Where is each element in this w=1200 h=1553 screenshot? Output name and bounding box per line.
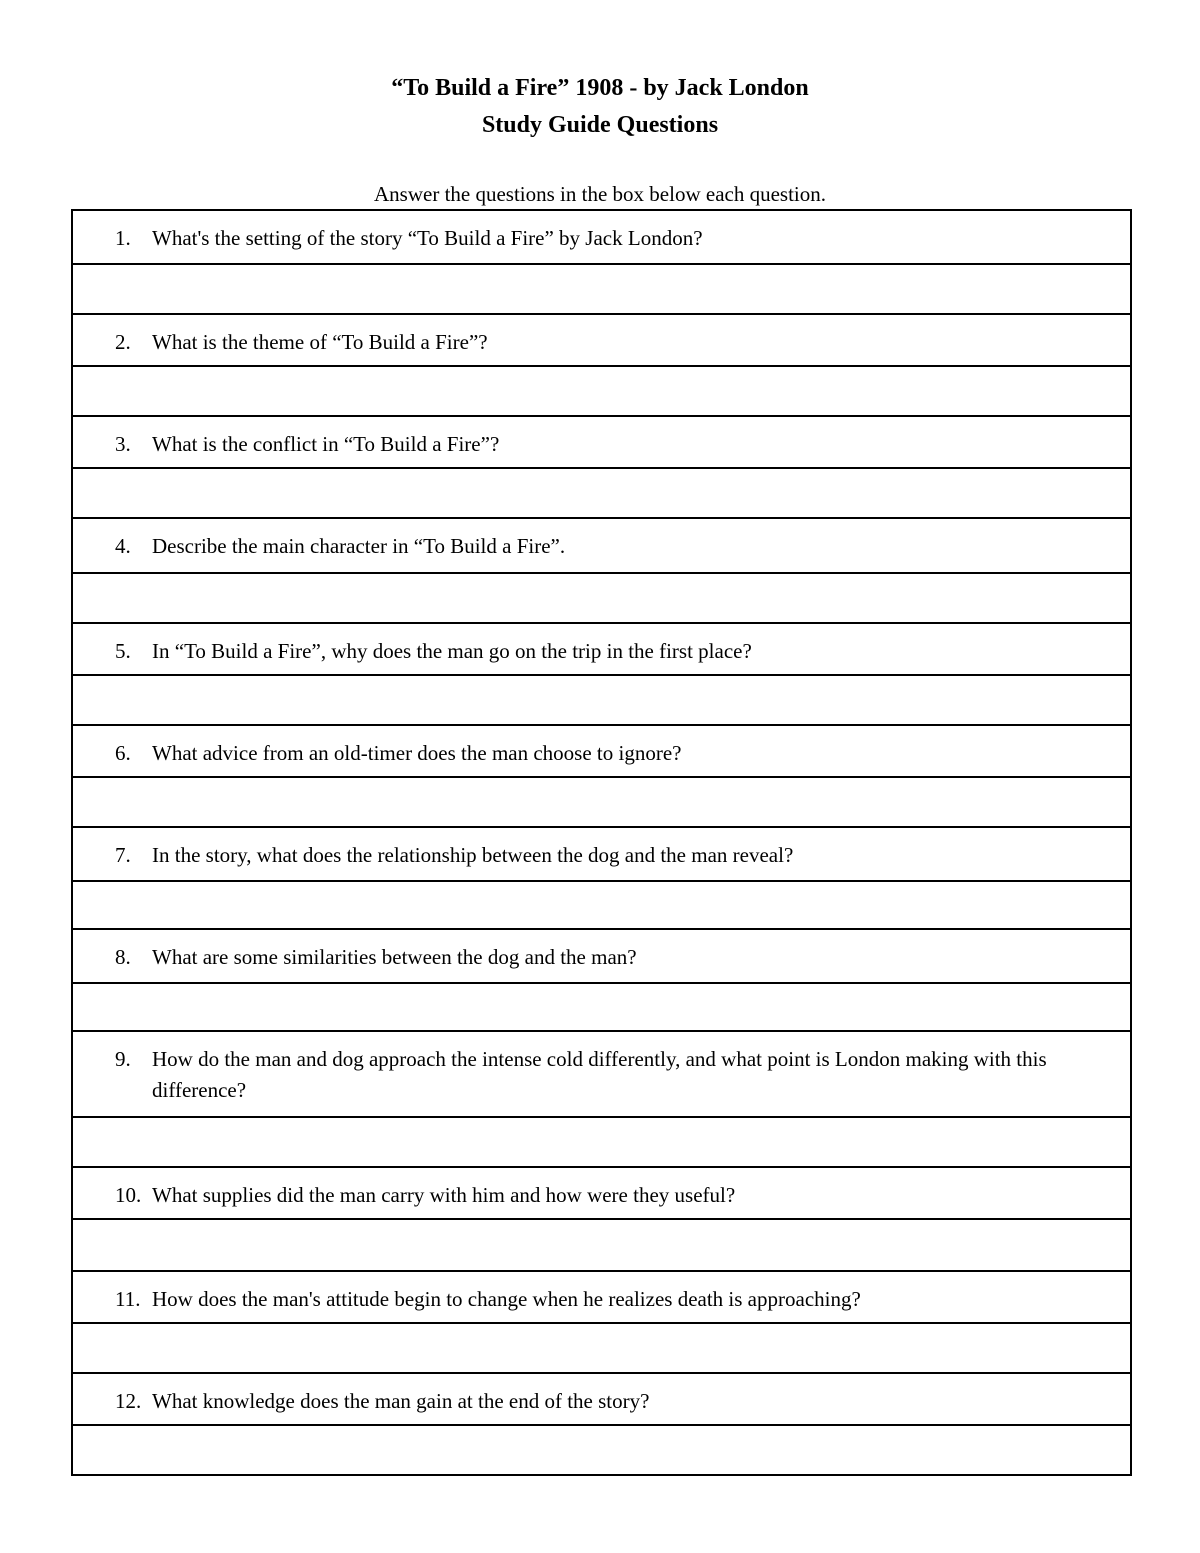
- instructions-text: Answer the questions in the box below each question.: [374, 182, 826, 206]
- question-text: How does the man's attitude begin to change when he realizes death is approaching?: [152, 1287, 861, 1311]
- question-text: What advice from an old-timer does the man choose to ignore?: [152, 741, 682, 765]
- question-text: In “To Build a Fire”, why does the man go on the trip in the first place?: [152, 639, 752, 663]
- answer-box-7[interactable]: [73, 882, 1130, 930]
- answer-box-8[interactable]: [73, 984, 1130, 1032]
- answer-box-9[interactable]: [73, 1118, 1130, 1168]
- question-number: 2.: [115, 330, 131, 354]
- question-row-11: [73, 1272, 1130, 1324]
- answer-box-3[interactable]: [73, 469, 1130, 519]
- page-title: “To Build a Fire” 1908 - by Jack London: [391, 75, 809, 101]
- question-row-1: [73, 211, 1130, 265]
- question-text: What knowledge does the man gain at the end of the story?: [152, 1389, 650, 1413]
- question-number: 7.: [115, 843, 131, 867]
- question-number: 12.: [115, 1389, 142, 1413]
- question-number: 9.: [115, 1047, 131, 1071]
- question-number: 11.: [115, 1287, 141, 1311]
- answer-box-11[interactable]: [73, 1324, 1130, 1374]
- question-row-5: [73, 624, 1130, 676]
- answer-box-1[interactable]: [73, 265, 1130, 315]
- question-row-9: [73, 1032, 1130, 1118]
- questions-table: [71, 209, 1132, 1476]
- answer-box-6[interactable]: [73, 778, 1130, 828]
- question-number: 10.: [115, 1183, 142, 1207]
- question-text: How do the man and dog approach the intense cold differently, and what point is London making with this difference?: [152, 1047, 1047, 1102]
- question-row-6: [73, 726, 1130, 778]
- answer-box-2[interactable]: [73, 367, 1130, 417]
- question-text: In the story, what does the relationship between the dog and the man reveal?: [152, 843, 794, 867]
- question-text: What are some similarities between the dog and the man?: [152, 945, 637, 969]
- question-number: 4.: [115, 534, 131, 558]
- answer-box-4[interactable]: [73, 574, 1130, 624]
- answer-box-10[interactable]: [73, 1220, 1130, 1272]
- question-row-8: [73, 930, 1130, 984]
- question-number: 3.: [115, 432, 131, 456]
- question-number: 5.: [115, 639, 131, 663]
- question-text: What is the theme of “To Build a Fire”?: [152, 330, 488, 354]
- question-text: What supplies did the man carry with him and how were they useful?: [152, 1183, 736, 1207]
- question-row-7: [73, 828, 1130, 882]
- question-text: Describe the main character in “To Build a Fire”.: [152, 534, 566, 558]
- question-row-3: [73, 417, 1130, 469]
- question-text: What's the setting of the story “To Build a Fire” by Jack London?: [152, 226, 703, 250]
- question-row-12: [73, 1374, 1130, 1426]
- question-row-4: [73, 519, 1130, 574]
- question-number: 8.: [115, 945, 131, 969]
- question-row-10: [73, 1168, 1130, 1220]
- question-number: 6.: [115, 741, 131, 765]
- question-number: 1.: [115, 226, 131, 250]
- answer-box-12[interactable]: [73, 1426, 1130, 1474]
- question-text: What is the conflict in “To Build a Fire”?: [152, 432, 500, 456]
- question-row-2: [73, 315, 1130, 367]
- answer-box-5[interactable]: [73, 676, 1130, 726]
- page-subtitle: Study Guide Questions: [481, 112, 719, 138]
